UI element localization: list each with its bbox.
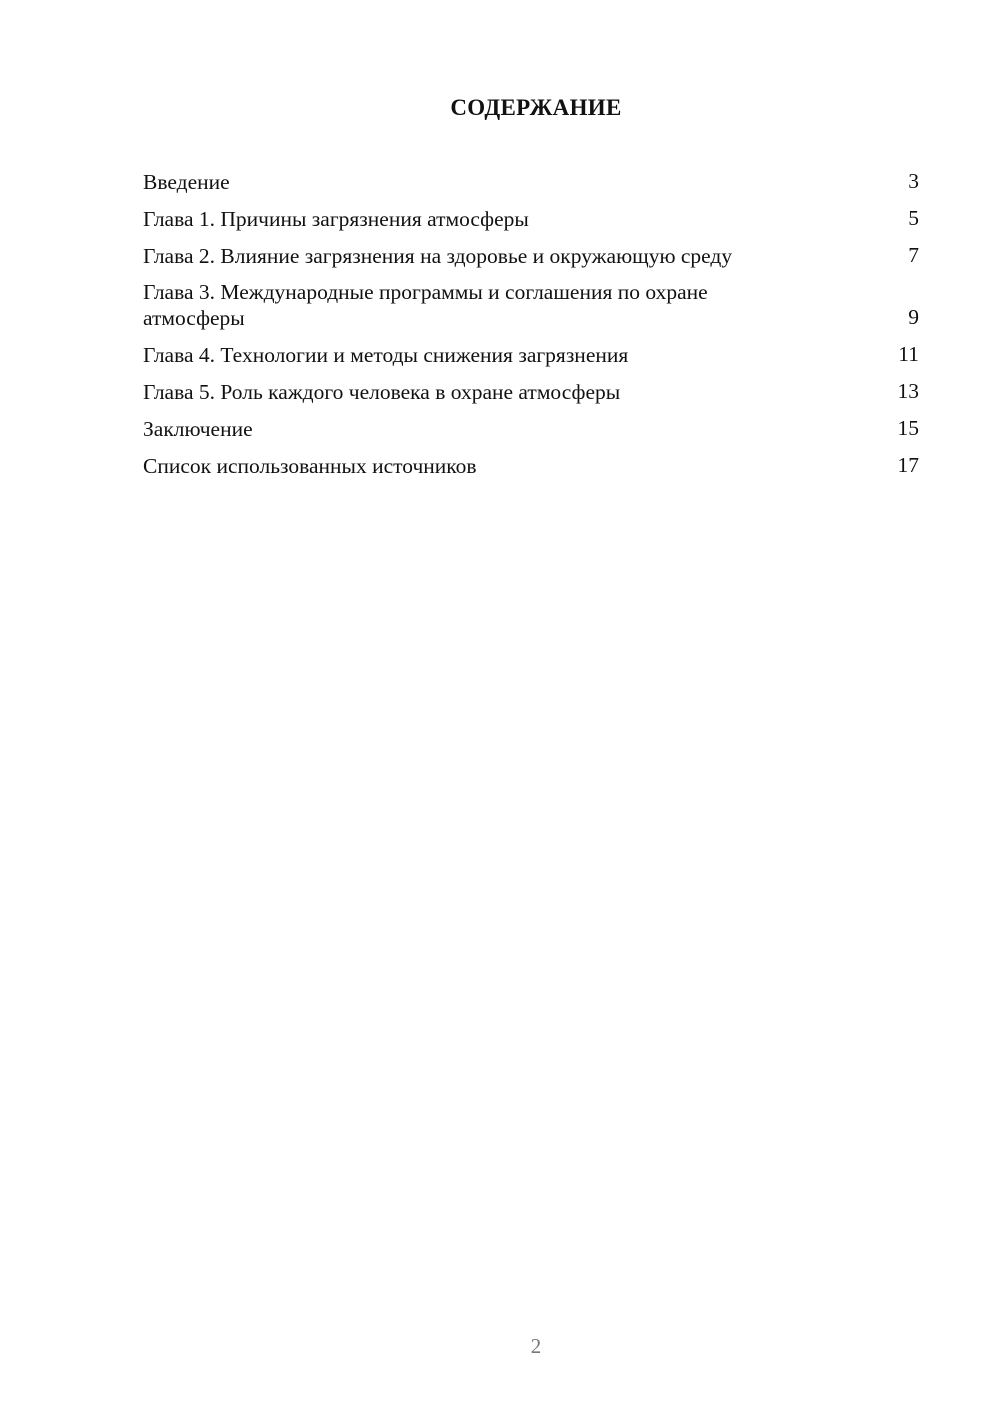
toc-entry-label: Введение bbox=[143, 170, 230, 194]
toc-entry-page-number: 13 bbox=[897, 379, 919, 403]
table-of-contents bbox=[143, 168, 919, 489]
toc-entry-label: Глава 5. Роль каждого человека в охране атмосферы bbox=[143, 380, 621, 404]
toc-entry-chapter-1[interactable] bbox=[143, 205, 919, 232]
toc-entry-page-number: 5 bbox=[908, 206, 919, 230]
toc-entry-page-number: 15 bbox=[897, 416, 919, 440]
toc-entry-label: Список использованных источников bbox=[143, 454, 477, 478]
toc-entry-introduction[interactable] bbox=[143, 168, 919, 195]
toc-entry-page-number: 9 bbox=[908, 305, 919, 329]
toc-entry-conclusion[interactable] bbox=[143, 415, 919, 442]
page-number: 2 bbox=[530, 1334, 542, 1358]
toc-entry-chapter-3[interactable] bbox=[143, 279, 919, 331]
toc-entry-label: Глава 2. Влияние загрязнения на здоровье и окружающую среду bbox=[143, 244, 733, 268]
toc-entry-page-number: 11 bbox=[898, 342, 919, 366]
toc-entry-page-number: 17 bbox=[897, 453, 919, 477]
toc-entry-page-number: 7 bbox=[908, 243, 919, 267]
toc-entry-chapter-5[interactable] bbox=[143, 378, 919, 405]
toc-entry-label: Глава 3. Международные программы и соглашения по охране атмосферы bbox=[143, 280, 708, 330]
toc-entry-label: Заключение bbox=[143, 417, 253, 441]
toc-entry-references[interactable] bbox=[143, 452, 919, 479]
toc-title: СОДЕРЖАНИЕ bbox=[450, 95, 622, 120]
toc-entry-label: Глава 4. Технологии и методы снижения загрязнения bbox=[143, 343, 629, 367]
toc-entry-page-number: 3 bbox=[908, 169, 919, 193]
toc-entry-chapter-2[interactable] bbox=[143, 242, 919, 269]
toc-entry-chapter-4[interactable] bbox=[143, 341, 919, 368]
toc-entry-label: Глава 1. Причины загрязнения атмосферы bbox=[143, 207, 529, 231]
